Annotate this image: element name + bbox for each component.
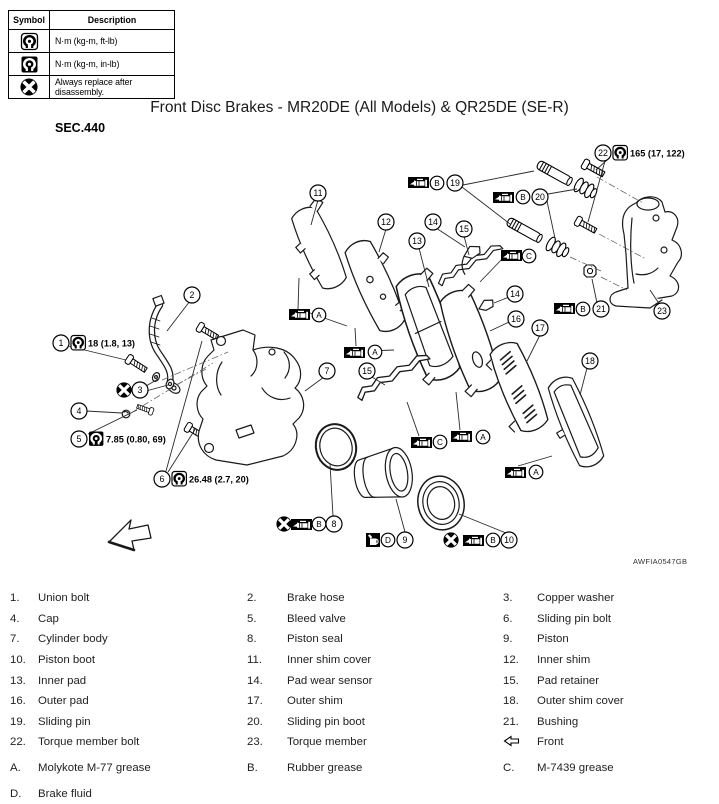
part-name: Pad retainer <box>537 674 600 687</box>
leader-line <box>167 301 190 331</box>
part-number: C. <box>503 762 515 775</box>
assembly-axis-line <box>597 177 643 203</box>
part-name: Brake fluid <box>38 787 92 800</box>
leader-line <box>355 328 356 346</box>
torque-value: 18 (1.8, 13) <box>88 338 135 349</box>
torque-member-bolt-lower <box>574 216 598 236</box>
callout-A <box>312 308 326 322</box>
parts-list-item <box>503 629 710 650</box>
leader-line <box>379 229 386 252</box>
svg-text:8: 8 <box>331 519 337 530</box>
grease-symbol <box>451 431 472 442</box>
part-name: Piston <box>537 633 569 646</box>
svg-text:20: 20 <box>535 192 545 203</box>
parts-list-item <box>247 712 503 733</box>
callout-11 <box>310 185 326 201</box>
svg-text:14: 14 <box>428 217 438 228</box>
sliding-pin-lower <box>506 217 544 243</box>
piston-boot <box>413 472 469 534</box>
svg-text:C: C <box>437 437 443 447</box>
leader-line <box>596 160 607 170</box>
replace-symbol <box>116 382 131 397</box>
figure-code: AWFIA0547GB <box>633 557 688 566</box>
part-number: 11. <box>247 654 262 667</box>
callout-21 <box>593 301 609 317</box>
svg-text:23: 23 <box>657 306 667 317</box>
parts-list-item <box>503 588 710 609</box>
callout-B <box>516 190 530 204</box>
callout-13 <box>409 233 425 249</box>
svg-text:18: 18 <box>585 356 595 367</box>
part-number: 21. <box>503 715 519 728</box>
part-name: Torque member <box>287 736 367 749</box>
grease-symbol <box>554 303 575 314</box>
replace-symbol <box>443 532 458 547</box>
callout-23 <box>654 303 670 319</box>
parts-list-item <box>247 609 503 630</box>
part-name: Cylinder body <box>38 633 108 646</box>
leader-line <box>298 278 299 309</box>
torque-value: 7.85 (0.80, 69) <box>106 434 166 445</box>
grease-symbol <box>501 250 522 261</box>
part-number: D. <box>10 787 22 800</box>
leader-line <box>88 410 137 434</box>
svg-text:A: A <box>316 310 322 320</box>
legend-description: N·m (kg-m, in-lb) <box>50 53 175 76</box>
leader-line <box>494 297 509 303</box>
leader-line <box>86 411 122 413</box>
torque-symbol-ftlb <box>613 146 627 160</box>
part-name: M-7439 grease <box>537 762 614 775</box>
leader-line <box>518 456 552 466</box>
leader-line <box>592 279 597 303</box>
leader-line <box>305 377 324 391</box>
svg-text:D: D <box>385 535 391 545</box>
leader-line <box>463 171 534 185</box>
torque-symbol-ftlb <box>172 472 186 486</box>
svg-text:16: 16 <box>511 314 521 325</box>
brake-fluid-symbol <box>366 533 380 547</box>
part-number: 2. <box>247 592 257 605</box>
inner-shim-cover <box>281 196 357 295</box>
legend-table <box>8 10 175 99</box>
outer-shim-cover <box>538 373 608 474</box>
callout-A <box>368 345 382 359</box>
part-number: B. <box>247 762 258 775</box>
svg-text:19: 19 <box>450 178 460 189</box>
parts-list-item <box>503 691 710 712</box>
part-name: Sliding pin <box>38 715 91 728</box>
svg-text:21: 21 <box>596 304 606 315</box>
parts-list-item <box>10 609 247 630</box>
callout-14 <box>507 286 523 302</box>
svg-text:13: 13 <box>412 236 422 247</box>
callout-16 <box>508 311 524 327</box>
leader-line <box>330 464 333 516</box>
pad-wear-sensor-lower <box>477 297 496 312</box>
torque-member <box>610 197 681 308</box>
part-name: Outer shim <box>287 695 343 708</box>
callout-22 <box>595 145 611 161</box>
legend-header-row <box>9 11 175 30</box>
svg-text:12: 12 <box>381 217 391 228</box>
leader-line <box>396 499 405 532</box>
parts-list-item <box>247 753 503 779</box>
part-name: Piston seal <box>287 633 343 646</box>
legend-row-ftlb <box>9 30 175 53</box>
part-number: A. <box>10 762 21 775</box>
svg-text:B: B <box>490 535 496 545</box>
part-number: 14. <box>247 674 263 687</box>
parts-list-item <box>10 732 247 753</box>
svg-text:15: 15 <box>459 224 469 235</box>
callout-A <box>529 465 543 479</box>
svg-text:B: B <box>520 192 526 202</box>
replace-after-disassembly-icon <box>20 78 38 96</box>
svg-text:22: 22 <box>598 148 608 159</box>
parts-list-item <box>10 778 247 804</box>
callout-19 <box>447 175 463 191</box>
callout-B <box>430 176 444 190</box>
svg-text:A: A <box>480 432 486 442</box>
callout-C <box>522 249 536 263</box>
leader-line <box>459 514 506 533</box>
callout-B <box>576 302 590 316</box>
union-bolt <box>124 354 148 375</box>
part-number: 13. <box>10 674 26 687</box>
callout-15 <box>456 221 472 237</box>
part-name: Inner shim <box>537 654 591 667</box>
part-name: Copper washer <box>537 592 615 605</box>
leader-line <box>146 385 168 391</box>
svg-text:7: 7 <box>324 366 330 377</box>
part-name: Brake hose <box>287 592 345 605</box>
leader-line <box>480 258 503 282</box>
piston-seal <box>311 420 361 474</box>
part-number: 20. <box>247 715 263 728</box>
parts-list-item <box>503 732 710 753</box>
leader-line <box>407 402 419 436</box>
assembly-axis-line <box>601 277 627 290</box>
part-number: 5. <box>247 612 257 625</box>
part-name: Pad wear sensor <box>287 674 373 687</box>
piston <box>351 445 416 504</box>
callout-A <box>476 430 490 444</box>
part-number: 9. <box>503 633 513 646</box>
part-name: Sliding pin bolt <box>537 612 612 625</box>
callout-D <box>381 533 395 547</box>
svg-text:A: A <box>372 347 378 357</box>
parts-list-item <box>247 650 503 671</box>
part-number: 16. <box>10 695 26 708</box>
leader-line <box>547 201 556 243</box>
parts-list-item <box>10 650 247 671</box>
part-name: Front <box>537 736 564 749</box>
parts-list-item <box>247 670 503 691</box>
cylinder-body <box>197 330 304 465</box>
svg-text:A: A <box>533 467 539 477</box>
part-name: Cap <box>38 612 59 625</box>
svg-text:B: B <box>316 519 322 529</box>
parts-list-item <box>247 629 503 650</box>
part-number: 15. <box>503 674 519 687</box>
part-number: 10. <box>10 654 26 667</box>
torque-symbol-ftlb <box>71 336 85 350</box>
leader-line <box>490 322 509 331</box>
svg-text:C: C <box>526 251 532 261</box>
part-number: 7. <box>10 633 20 646</box>
torque-symbol-inlb <box>89 432 103 446</box>
callout-20 <box>532 189 548 205</box>
svg-text:9: 9 <box>402 535 408 546</box>
parts-list-item <box>503 670 710 691</box>
svg-text:17: 17 <box>535 323 545 334</box>
grease-symbol <box>505 467 526 478</box>
part-name: Molykote M-77 grease <box>38 762 151 775</box>
part-number: 4. <box>10 612 20 625</box>
legend-header-symbol: Symbol <box>9 11 50 30</box>
part-name: Union bolt <box>38 592 90 605</box>
part-number: 17. <box>247 695 263 708</box>
grease-symbol <box>411 437 432 448</box>
part-name: Outer pad <box>38 695 89 708</box>
svg-text:15: 15 <box>362 366 372 377</box>
callout-3 <box>132 382 148 398</box>
callout-15 <box>359 363 375 379</box>
parts-list <box>10 588 710 804</box>
grease-symbol <box>463 535 484 546</box>
grease-symbol <box>408 177 429 188</box>
leader-line <box>456 392 460 430</box>
callout-7 <box>319 363 335 379</box>
section-label: SEC.440 <box>55 121 106 135</box>
legend-header-description: Description <box>50 11 175 30</box>
callout-2 <box>184 287 200 303</box>
part-number: 22. <box>10 736 26 749</box>
part-number: 23. <box>247 736 263 749</box>
leader-line <box>527 335 540 361</box>
grease-symbol <box>291 519 312 530</box>
parts-list-item <box>10 670 247 691</box>
grease-symbol <box>493 192 514 203</box>
callout-17 <box>532 320 548 336</box>
svg-text:11: 11 <box>313 188 323 199</box>
part-number: 8. <box>247 633 257 646</box>
bushing <box>584 265 596 277</box>
part-number: 6. <box>503 612 513 625</box>
parts-list-item <box>10 753 247 779</box>
part-name: Sliding pin boot <box>287 715 365 728</box>
part-name: Bushing <box>537 715 579 728</box>
svg-text:4: 4 <box>76 406 82 417</box>
legend-row-replace <box>9 76 175 99</box>
callout-14 <box>425 214 441 230</box>
callout-18 <box>582 353 598 369</box>
parts-list-item <box>247 732 503 753</box>
grease-symbol <box>289 309 310 320</box>
leader-line <box>548 189 577 194</box>
parts-list-item <box>10 629 247 650</box>
parts-list-item <box>503 753 710 779</box>
callout-4 <box>71 403 87 419</box>
part-name: Bleed valve <box>287 612 346 625</box>
callout-C <box>433 435 447 449</box>
part-number: 12. <box>503 654 519 667</box>
svg-text:3: 3 <box>137 385 143 396</box>
part-name: Piston boot <box>38 654 95 667</box>
callout-10 <box>501 532 517 548</box>
front-arrow-icon <box>503 735 537 750</box>
svg-text:B: B <box>434 178 440 188</box>
parts-list-item <box>503 650 710 671</box>
svg-text:5: 5 <box>76 434 82 445</box>
part-name: Outer shim cover <box>537 695 624 708</box>
parts-list-item <box>247 691 503 712</box>
legend-description: Always replace after disassembly. <box>50 76 175 99</box>
callout-B <box>486 533 500 547</box>
parts-list-item <box>10 588 247 609</box>
svg-text:2: 2 <box>189 290 195 301</box>
part-number: 3. <box>503 592 513 605</box>
exploded-view-diagram <box>0 138 719 585</box>
sliding-pin-upper <box>536 160 574 186</box>
legend-row-inlb <box>9 53 175 76</box>
grease-symbol <box>344 347 365 358</box>
part-number: 18. <box>503 695 519 708</box>
callout-12 <box>378 214 394 230</box>
callout-5 <box>71 431 87 447</box>
parts-list-item <box>503 609 710 630</box>
leader-line <box>580 368 587 395</box>
callout-8 <box>326 516 342 532</box>
front-arrow <box>109 520 151 550</box>
parts-list-item <box>247 588 503 609</box>
callout-6 <box>154 471 170 487</box>
svg-text:10: 10 <box>504 535 514 546</box>
svg-text:6: 6 <box>159 474 165 485</box>
part-number: 19. <box>10 715 26 728</box>
svg-text:14: 14 <box>510 289 520 300</box>
callout-9 <box>397 532 413 548</box>
svg-text:B: B <box>580 304 586 314</box>
part-name: Torque member bolt <box>38 736 140 749</box>
leader-line <box>146 379 158 386</box>
part-name: Inner pad <box>38 674 87 687</box>
part-name: Inner shim cover <box>287 654 372 667</box>
page-title: Front Disc Brakes - MR20DE (All Models) & QR25DE (SE-R) <box>150 99 569 116</box>
callout-1 <box>53 335 69 351</box>
torque-value: 165 (17, 122) <box>630 148 685 159</box>
legend-description: N·m (kg-m, ft-lb) <box>50 30 175 53</box>
replace-symbol <box>276 516 291 531</box>
sliding-pin-boot-lower <box>544 236 571 260</box>
svg-text:1: 1 <box>58 338 64 349</box>
part-number: 1. <box>10 592 20 605</box>
part-name: Rubber grease <box>287 762 363 775</box>
parts-list-item <box>10 691 247 712</box>
torque-value: 26.48 (2.7, 20) <box>189 474 249 485</box>
torque-wrench-ftlb-icon <box>20 32 39 51</box>
parts-list-item <box>503 712 710 733</box>
torque-wrench-inlb-icon <box>20 55 39 74</box>
callout-B <box>312 517 326 531</box>
parts-list-item <box>10 712 247 733</box>
